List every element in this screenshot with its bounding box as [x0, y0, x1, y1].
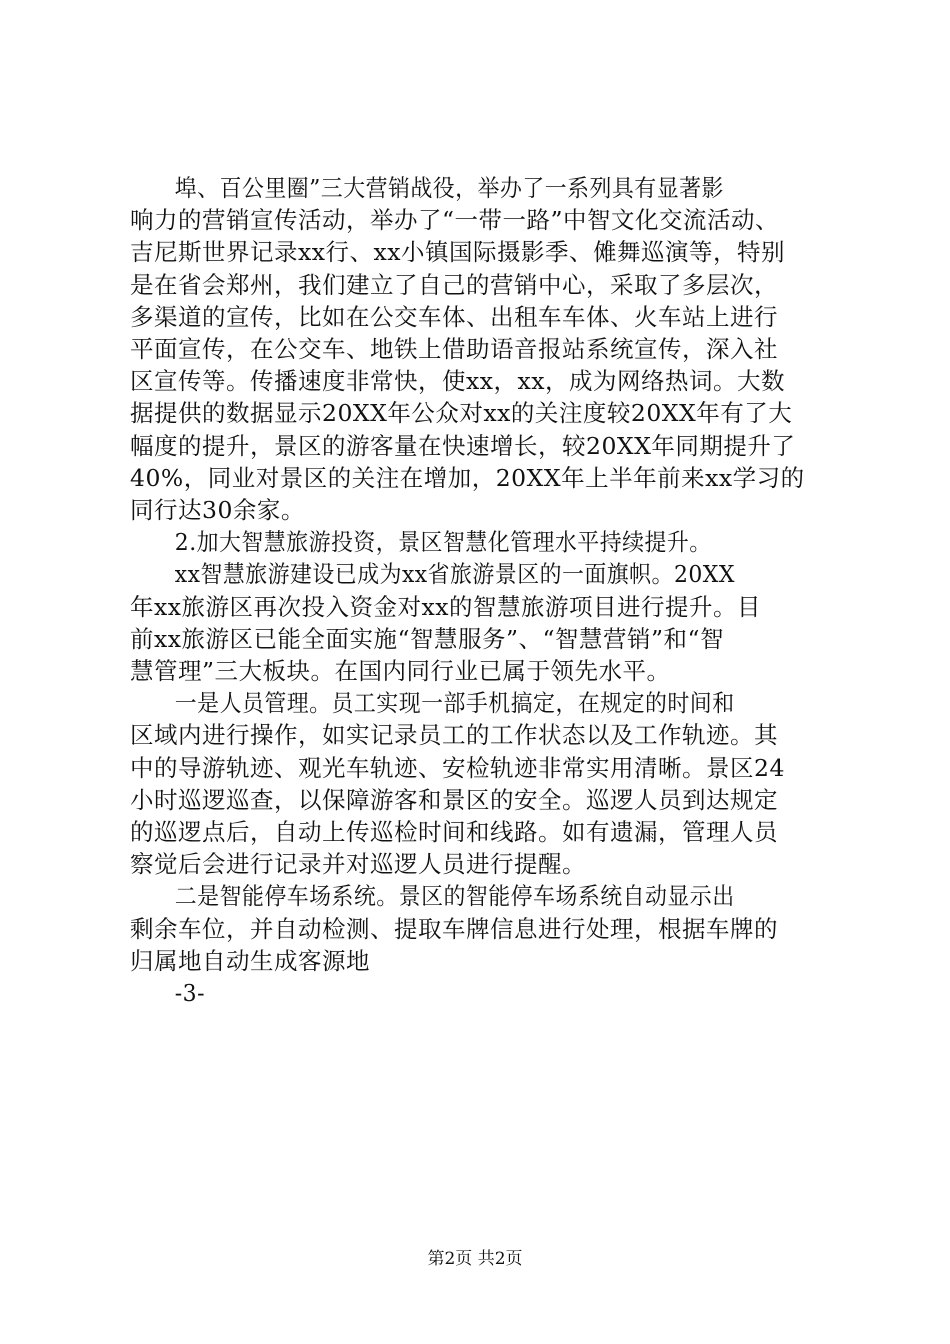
text-line: 二是智能停车场系统。景区的智能停车场系统自动显示出 — [174, 882, 735, 911]
text-line: 察觉后会进行记录并对巡逻人员进行提醒。 — [130, 850, 586, 879]
text-line: 中的导游轨迹、观光车轨迹、安检轨迹非常实用清晰。景区24 — [130, 753, 785, 782]
text-line: 的巡逻点后，自动上传巡检时间和线路。如有遗漏，管理人员 — [130, 818, 778, 847]
text-line: 2.加大智慧旅游投资，景区智慧化管理水平持续提升。 — [174, 528, 712, 557]
text-line: 前xx旅游区已能全面实施“智慧服务”、“智慧营销”和“智 — [130, 624, 725, 653]
text-line: 归属地自动生成客源地 — [130, 946, 370, 975]
page-footer: 第2页 共2页 — [427, 1249, 523, 1269]
text-line: 剩余车位，并自动检测、提取车牌信息进行处理，根据车牌的 — [130, 914, 778, 943]
document-body — [130, 172, 850, 1009]
text-line: xx智慧旅游建设已成为xx省旅游景区的一面旗帜。20XX — [174, 560, 735, 589]
text-line: 同行达30余家。 — [130, 496, 305, 525]
text-line: 慧管理”三大板块。在国内同行业已属于领先水平。 — [130, 657, 671, 686]
text-line: 埠、百公里圈”三大营销战役，举办了一系列具有显著影 — [174, 174, 724, 202]
text-line: 据提供的数据显示20XX年公众对xx的关注度较20XX年有了大 — [130, 399, 793, 428]
text-line: 幅度的提升，景区的游客量在快速增长，较20XX年同期提升了 — [130, 431, 796, 460]
text-line: 一是人员管理。员工实现一部手机搞定，在规定的时间和 — [174, 689, 735, 718]
text-line: 区宣传等。传播速度非常快，使xx，xx，成为网络热词。大数 — [130, 367, 786, 396]
text-line: 响力的营销宣传活动，举办了“一带一路”中智文化交流活动、 — [130, 206, 780, 235]
text-line: 年xx旅游区再次投入资金对xx的智慧旅游项目进行提升。目 — [130, 592, 762, 621]
text-line: 平面宣传，在公交车、地铁上借助语音报站系统宣传，深入社 — [130, 335, 778, 364]
text-line: 多渠道的宣传，比如在公交车体、出租车车体、火车站上进行 — [130, 302, 778, 331]
text-line: -3- — [174, 979, 205, 1008]
text-line: 小时巡逻巡查，以保障游客和景区的安全。巡逻人员到达规定 — [130, 785, 778, 814]
text-line: 40%，同业对景区的关注在增加，20XX年上半年前来xx学习的 — [130, 463, 805, 492]
text-line: 吉尼斯世界记录xx行、xx小镇国际摄影季、傩舞巡演等，特别 — [130, 238, 786, 267]
text-line: 区域内进行操作，如实记录员工的工作状态以及工作轨迹。其 — [130, 721, 778, 750]
text-line: 是在省会郑州，我们建立了自己的营销中心，采取了多层次， — [130, 270, 778, 299]
